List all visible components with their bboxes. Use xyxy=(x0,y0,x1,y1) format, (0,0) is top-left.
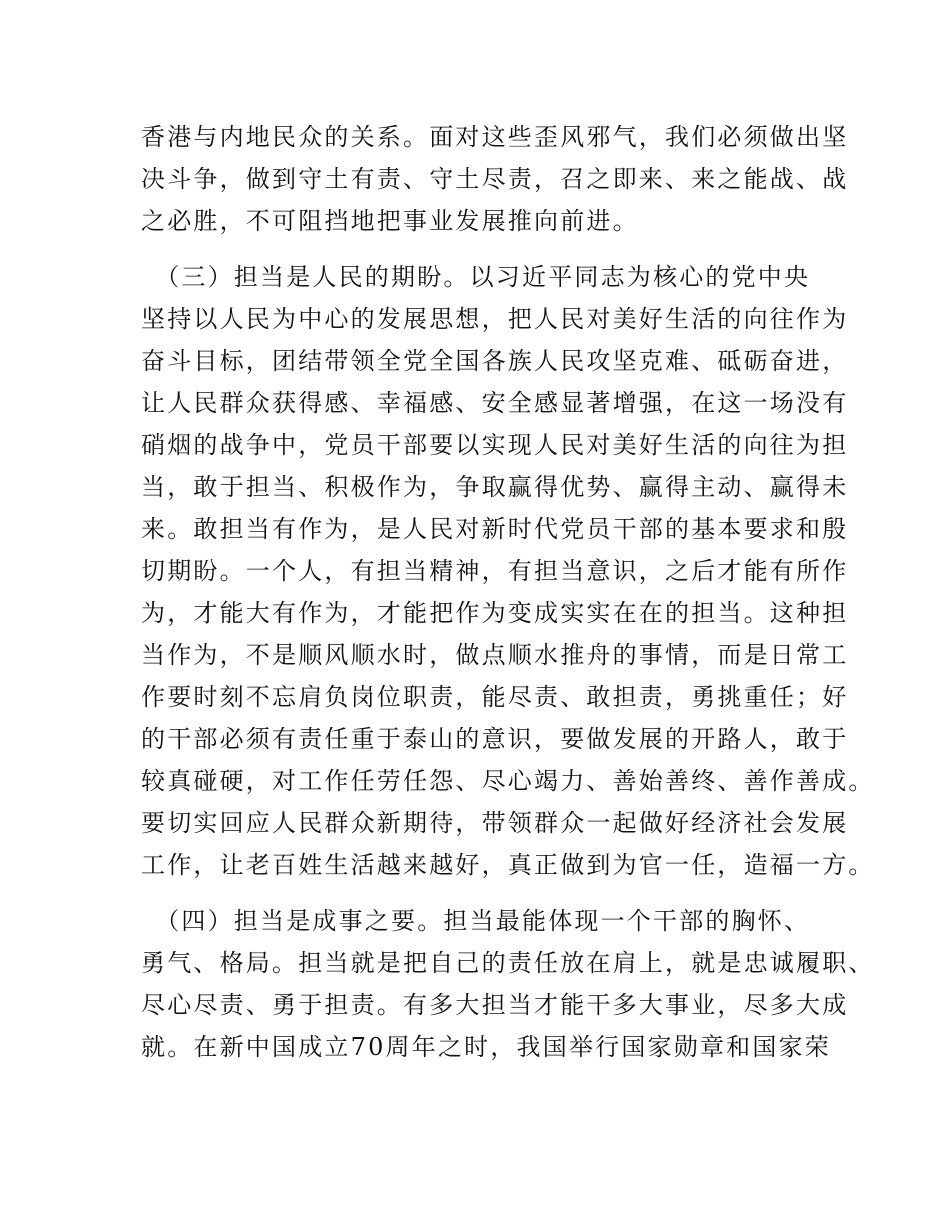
paragraph-3 xyxy=(141,900,875,1068)
text-line: 来。敢担当有作为，是人民对新时代党员干部的基本要求和殷 xyxy=(141,515,849,543)
text-line: 当作为，不是顺风顺水时，做点顺水推舟的事情，而是日常工 xyxy=(141,641,849,669)
text-line: 勇气、格局。担当就是把自己的责任放在肩上，就是忠诚履职、 xyxy=(141,949,875,977)
text-line: 让人民群众获得感、幸福感、安全感显著增强，在这一场没有 xyxy=(141,389,849,417)
text-line: 的干部必须有责任重于泰山的意识，要做发展的开路人，敢于 xyxy=(141,725,849,753)
text-line: 较真碰硬，对工作任劳任怨、尽心竭力、善始善终、善作善成。 xyxy=(141,767,875,795)
text-line: 坚持以人民为中心的发展思想，把人民对美好生活的向往作为 xyxy=(141,305,849,333)
text-line: 切期盼。一个人，有担当精神，有担当意识，之后才能有所作 xyxy=(141,557,849,585)
text-line: 为，才能大有作为，才能把作为变成实实在在的担当。这种担 xyxy=(141,599,849,627)
paragraph-gap xyxy=(141,886,821,900)
text-line: （三）担当是人民的期盼。以习近平同志为核心的党中央 xyxy=(141,263,811,291)
paragraph-gap xyxy=(141,242,821,256)
text-line: 香港与内地民众的关系。面对这些歪风邪气，我们必须做出坚 xyxy=(141,123,849,151)
text-line: 决斗争，做到守土有责、守土尽责，召之即来、来之能战、战 xyxy=(141,165,849,193)
text-line: 当，敢于担当、积极作为，争取赢得优势、赢得主动、赢得未 xyxy=(141,473,849,501)
text-line: 硝烟的战争中，党员干部要以实现人民对美好生活的向往为担 xyxy=(141,431,849,459)
text-line: （四）担当是成事之要。担当最能体现一个干部的胸怀、 xyxy=(141,907,811,935)
document-body xyxy=(141,116,875,1068)
text-line: 奋斗目标，团结带领全党全国各族人民攻坚克难、砥砺奋进， xyxy=(141,347,849,375)
text-line: 作要时刻不忘肩负岗位职责，能尽责、敢担责，勇挑重任；好 xyxy=(141,683,849,711)
text-line: 就。在新中国成立70周年之时，我国举行国家勋章和国家荣 xyxy=(141,1033,831,1061)
text-line: 要切实回应人民群众新期待，带领群众一起做好经济社会发展 xyxy=(141,809,849,837)
paragraph-2 xyxy=(141,256,875,886)
text-line: 工作，让老百姓生活越来越好，真正做到为官一任，造福一方。 xyxy=(141,851,875,879)
text-line: 之必胜，不可阻挡地把事业发展推向前进。 xyxy=(141,207,639,235)
text-line: 尽心尽责、勇于担责。有多大担当才能干多大事业，尽多大成 xyxy=(141,991,849,1019)
paragraph-1 xyxy=(141,116,849,242)
